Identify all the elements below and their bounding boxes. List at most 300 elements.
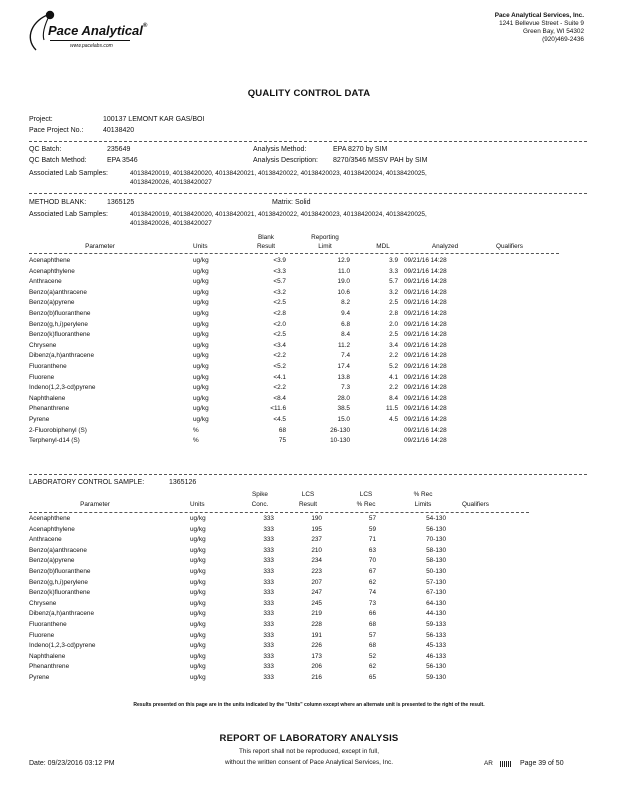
cell-spike-conc: 333 (263, 578, 274, 586)
cell-rec-limits: 70-130 (426, 536, 446, 544)
cell-units: ug/kg (190, 568, 206, 575)
cell-mdl: 2.8 (389, 310, 398, 317)
cell-parameter: Pyrene (29, 416, 50, 423)
cell-units: ug/kg (193, 394, 209, 402)
table-row (0, 288, 618, 299)
cell-units: ug/kg (190, 599, 206, 607)
table-row (0, 256, 618, 267)
table-row (0, 362, 618, 373)
cell-lcs-rec: 73 (368, 599, 376, 607)
cell-reporting-limit: 28.0 (337, 394, 350, 402)
cell-blank-result: <11.6 (270, 405, 286, 413)
cell-rec-limits: 56-133 (426, 631, 446, 639)
cell-parameter: Benzo(a)anthracene (29, 546, 87, 554)
table-row (0, 320, 618, 331)
cell-analyzed: 09/21/16 14:28 (404, 320, 447, 328)
cell-analyzed: 09/21/16 14:28 (404, 331, 447, 339)
cell-parameter: Phenanthrene (29, 663, 70, 671)
lcs-header-parameter: Parameter (80, 501, 110, 508)
lcs-value: 1365126 (169, 479, 197, 486)
cell-lcs-result: 206 (311, 663, 322, 671)
cell-analyzed: 09/21/16 14:28 (404, 267, 447, 275)
cell-rec-limits: 46-133 (426, 652, 446, 660)
table-row (0, 652, 618, 663)
cell-parameter: Fluoranthene (29, 363, 67, 370)
cell-analyzed: 09/21/16 14:28 (404, 437, 447, 445)
logo-underline (50, 40, 130, 41)
cell-rec-limits: 64-130 (426, 599, 446, 607)
barcode-icon (500, 761, 512, 767)
cell-lcs-rec: 74 (368, 589, 376, 597)
cell-units: ug/kg (190, 536, 206, 544)
blank-assoc-label: Associated Lab Samples: (29, 211, 108, 218)
cell-parameter: Benzo(g,h,i)perylene (29, 320, 88, 328)
cell-blank-result: <2.0 (273, 320, 286, 328)
cell-reporting-limit: 38.5 (337, 405, 350, 413)
cell-mdl: 5.7 (389, 278, 398, 286)
divider (29, 141, 587, 142)
cell-parameter: Fluorene (29, 631, 55, 639)
cell-units: ug/kg (190, 525, 206, 533)
cell-units: ug/kg (190, 546, 206, 554)
cell-rec-limits: 59-130 (426, 674, 446, 681)
lcs-header-spike-1: Spike (252, 491, 268, 498)
cell-lcs-result: 237 (311, 536, 322, 544)
cell-parameter: Anthracene (29, 278, 62, 286)
cell-parameter: Indeno(1,2,3-cd)pyrene (29, 384, 96, 392)
cell-parameter: Chrysene (29, 341, 57, 349)
lcs-header-limits-2: Limits (414, 501, 432, 508)
cell-units: % (193, 437, 199, 445)
table-row (0, 298, 618, 309)
cell-spike-conc: 333 (263, 589, 274, 597)
cell-parameter: Naphthalene (29, 652, 66, 660)
cell-spike-conc: 333 (263, 557, 274, 565)
cell-mdl: 4.5 (389, 416, 398, 423)
cell-units: ug/kg (193, 257, 209, 264)
lcs-header-rec-2: % Rec (356, 501, 376, 508)
cell-reporting-limit: 8.4 (341, 331, 350, 339)
cell-units: ug/kg (190, 642, 206, 650)
cell-mdl: 3.4 (389, 341, 398, 349)
cell-reporting-limit: 6.8 (341, 320, 350, 328)
cell-units: ug/kg (193, 352, 209, 360)
table-row (0, 277, 618, 288)
cell-lcs-rec: 66 (368, 610, 376, 618)
cell-lcs-rec: 71 (368, 536, 376, 544)
project-number-value: 40138420 (103, 127, 135, 134)
cell-spike-conc: 333 (263, 652, 274, 660)
cell-units: ug/kg (193, 288, 209, 296)
cell-parameter: Chrysene (29, 599, 57, 607)
cell-blank-result: 75 (278, 437, 286, 445)
cell-lcs-result: 216 (311, 674, 322, 681)
cell-mdl: 8.4 (389, 394, 398, 402)
analysis-desc-value: 8270/3546 MSSV PAH by SIM (333, 157, 428, 164)
divider (29, 193, 587, 194)
blank-header-limit-2: Limit (318, 243, 332, 250)
table-row (0, 641, 618, 652)
table-row (0, 588, 618, 599)
cell-spike-conc: 333 (263, 546, 274, 554)
cell-blank-result: 68 (278, 426, 286, 434)
cell-units: ug/kg (190, 515, 206, 522)
cell-units: ug/kg (193, 405, 209, 413)
cell-units: ug/kg (190, 663, 206, 671)
cell-parameter: Dibenz(a,h)anthracene (29, 352, 95, 360)
blank-header-mdl: MDL (376, 243, 390, 250)
table-row (0, 535, 618, 546)
cell-reporting-limit: 7.4 (341, 352, 350, 360)
table-row (0, 341, 618, 352)
blank-header-qualifiers: Qualifiers (496, 243, 523, 250)
table-row (0, 404, 618, 415)
cell-lcs-result: 207 (311, 578, 322, 586)
cell-parameter: Anthracene (29, 536, 62, 544)
cell-parameter: Benzo(k)fluoranthene (29, 589, 91, 597)
cell-lcs-result: 219 (311, 610, 322, 618)
table-row (0, 415, 618, 426)
cell-units: ug/kg (193, 299, 209, 307)
blank-header-limit-1: Reporting (311, 234, 339, 241)
cell-spike-conc: 333 (263, 674, 274, 681)
blank-header-result-1: Blank (258, 234, 274, 241)
qc-method-value: EPA 3546 (107, 157, 138, 164)
cell-lcs-result: 210 (311, 546, 322, 554)
cell-mdl: 2.5 (389, 299, 398, 307)
cell-units: ug/kg (193, 373, 209, 381)
cell-parameter: Acenaphthene (29, 515, 71, 522)
cell-blank-result: <2.2 (273, 384, 286, 392)
cell-lcs-rec: 68 (368, 642, 376, 650)
company-city: Green Bay, WI 54302 (523, 28, 584, 35)
cell-lcs-rec: 67 (368, 568, 376, 575)
cell-parameter: Benzo(b)fluoranthene (29, 310, 91, 317)
cell-parameter: Dibenz(a,h)anthracene (29, 610, 95, 618)
cell-analyzed: 09/21/16 14:28 (404, 405, 447, 413)
cell-analyzed: 09/21/16 14:28 (404, 384, 447, 392)
table-row (0, 373, 618, 384)
blank-header-result-2: Result (256, 243, 276, 250)
cell-mdl: 2.0 (389, 320, 398, 328)
lcs-header-spike-2: Conc. (251, 501, 269, 508)
cell-reporting-limit: 11.0 (338, 267, 350, 275)
table-row (0, 662, 618, 673)
cell-parameter: Benzo(g,h,i)perylene (29, 578, 88, 586)
cell-blank-result: <3.3 (273, 267, 286, 275)
table-row (0, 426, 618, 437)
cell-rec-limits: 58-130 (426, 557, 446, 565)
footnote: Results presented on this page are in the units indicated by the "Units" column except where an alternate unit is presented to the right of the result. (133, 702, 485, 708)
company-street: 1241 Bellevue Street - Suite 9 (499, 20, 584, 27)
cell-units: % (193, 426, 199, 434)
company-phone: (920)469-2436 (542, 36, 584, 43)
cell-parameter: Fluoranthene (29, 621, 67, 628)
cell-lcs-rec: 52 (368, 652, 376, 660)
cell-parameter: Fluorene (29, 373, 55, 381)
qc-method-label: QC Batch Method: (29, 157, 87, 164)
cell-blank-result: <5.7 (273, 278, 286, 286)
cell-analyzed: 09/21/16 14:28 (404, 288, 447, 296)
table-row (0, 394, 618, 405)
table-row (0, 514, 618, 525)
cell-mdl: 3.2 (389, 288, 398, 296)
cell-mdl: 5.2 (389, 363, 398, 370)
cell-reporting-limit: 15.0 (337, 416, 350, 423)
logo-url: www.pacelabs.com (70, 43, 113, 49)
cell-parameter: Benzo(b)fluoranthene (29, 568, 91, 575)
company-name: Pace Analytical Services, Inc. (494, 12, 584, 19)
cell-blank-result: <4.1 (273, 373, 286, 381)
table-row (0, 578, 618, 589)
cell-lcs-rec: 62 (368, 663, 376, 671)
cell-mdl: 11.5 (386, 405, 398, 413)
logo-name: Pace Analytical® (48, 23, 148, 38)
cell-reporting-limit: 13.8 (337, 373, 350, 381)
cell-analyzed: 09/21/16 14:28 (404, 394, 447, 402)
cell-blank-result: <3.9 (273, 257, 286, 264)
cell-analyzed: 09/21/16 14:28 (404, 373, 447, 381)
cell-reporting-limit: 12.9 (337, 257, 350, 264)
cell-parameter: Acenaphthylene (29, 267, 75, 275)
cell-spike-conc: 333 (263, 536, 274, 544)
cell-reporting-limit: 17.4 (337, 363, 350, 370)
blank-assoc-value-1: 40138420019, 40138420020, 40138420021, 40138420022, 40138420023, 40138420024, 40138420025, (130, 211, 427, 218)
cell-lcs-rec: 68 (368, 621, 376, 628)
cell-blank-result: <8.4 (273, 394, 286, 402)
cell-lcs-result: 223 (311, 568, 322, 575)
method-blank-value: 1365125 (107, 199, 135, 206)
cell-analyzed: 09/21/16 14:28 (404, 352, 447, 360)
lcs-header-units: Units (190, 501, 205, 508)
cell-mdl: 4.1 (389, 373, 398, 381)
cell-lcs-rec: 65 (368, 674, 376, 681)
cell-units: ug/kg (190, 589, 206, 597)
cell-lcs-rec: 62 (368, 578, 376, 586)
cell-mdl: 2.2 (389, 384, 398, 392)
cell-blank-result: <2.2 (273, 352, 286, 360)
cell-rec-limits: 57-130 (426, 578, 446, 586)
table-row (0, 673, 618, 684)
method-blank-label: METHOD BLANK: (29, 199, 87, 206)
lcs-header-limits-1: % Rec (413, 491, 433, 498)
cell-units: ug/kg (193, 331, 209, 339)
cell-units: ug/kg (193, 267, 209, 275)
blank-assoc-value-2: 40138420026, 40138420027 (130, 220, 212, 227)
cell-units: ug/kg (193, 320, 209, 328)
cell-units: ug/kg (193, 278, 209, 286)
cell-parameter: Phenanthrene (29, 405, 70, 413)
page-title: QUALITY CONTROL DATA (247, 88, 371, 99)
cell-spike-conc: 333 (263, 621, 274, 628)
cell-rec-limits: 45-133 (426, 642, 446, 650)
cell-parameter: Acenaphthylene (29, 525, 75, 533)
cell-lcs-rec: 63 (368, 546, 376, 554)
lcs-header-qualifiers: Qualifiers (462, 501, 489, 508)
divider (29, 474, 587, 475)
cell-parameter: Acenaphthene (29, 257, 71, 264)
cell-units: ug/kg (193, 341, 209, 349)
table-row (0, 567, 618, 578)
cell-lcs-rec: 59 (368, 525, 376, 533)
qc-batch-label: QC Batch: (29, 146, 62, 153)
cell-analyzed: 09/21/16 14:28 (404, 416, 447, 423)
cell-rec-limits: 56-130 (426, 525, 446, 533)
cell-blank-result: <2.5 (273, 331, 286, 339)
footer-page: Page 39 of 50 (520, 760, 564, 767)
cell-analyzed: 09/21/16 14:28 (404, 278, 447, 286)
cell-spike-conc: 333 (263, 568, 274, 575)
cell-parameter: Indeno(1,2,3-cd)pyrene (29, 642, 96, 650)
cell-mdl: 3.3 (389, 267, 398, 275)
cell-units: ug/kg (190, 652, 206, 660)
cell-blank-result: <5.2 (273, 363, 286, 370)
cell-parameter: Benzo(a)anthracene (29, 288, 87, 296)
cell-lcs-result: 195 (311, 525, 322, 533)
cell-rec-limits: 50-130 (426, 568, 446, 575)
cell-reporting-limit: 19.0 (337, 278, 350, 286)
qc-assoc-value-1: 40138420019, 40138420020, 40138420021, 40138420022, 40138420023, 40138420024, 40138420025, (130, 170, 427, 177)
cell-lcs-result: 191 (311, 631, 322, 639)
cell-parameter: Benzo(k)fluoranthene (29, 331, 91, 339)
lcs-header-result-2: Result (298, 501, 318, 508)
table-row (0, 599, 618, 610)
cell-units: ug/kg (190, 578, 206, 586)
lcs-header-rec-1: LCS (359, 491, 373, 498)
cell-lcs-result: 234 (311, 557, 322, 565)
cell-spike-conc: 333 (263, 525, 274, 533)
matrix-label: Matrix: Solid (272, 199, 311, 206)
cell-reporting-limit: 26-130 (330, 426, 350, 434)
table-row (0, 620, 618, 631)
cell-spike-conc: 333 (263, 663, 274, 671)
cell-rec-limits: 67-130 (426, 589, 446, 597)
blank-header-units: Units (193, 243, 208, 250)
cell-parameter: 2-Fluorobiphenyl (S) (29, 426, 87, 434)
cell-units: ug/kg (190, 621, 206, 628)
analysis-method-value: EPA 8270 by SIM (333, 146, 388, 153)
table-row (0, 383, 618, 394)
cell-analyzed: 09/21/16 14:28 (404, 341, 447, 349)
cell-rec-limits: 54-130 (426, 515, 446, 522)
cell-mdl: 2.5 (389, 331, 398, 339)
qc-assoc-value-2: 40138420026, 40138420027 (130, 179, 212, 186)
report-title: REPORT OF LABORATORY ANALYSIS (219, 733, 399, 744)
header-rule (29, 512, 529, 513)
table-row (0, 309, 618, 320)
cell-rec-limits: 58-130 (426, 546, 446, 554)
cell-units: ug/kg (193, 363, 209, 370)
table-row (0, 631, 618, 642)
cell-analyzed: 09/21/16 14:28 (404, 257, 447, 264)
cell-reporting-limit: 9.4 (341, 310, 350, 317)
table-row (0, 525, 618, 536)
cell-lcs-rec: 57 (368, 631, 376, 639)
cell-units: ug/kg (190, 674, 206, 681)
blank-header-analyzed: Analyzed (431, 243, 459, 250)
cell-lcs-rec: 70 (368, 557, 376, 565)
cell-lcs-rec: 57 (368, 515, 376, 522)
table-row (0, 609, 618, 620)
footer-line-1: This report shall not be reproduced, except in full, (239, 748, 379, 755)
cell-mdl: 2.2 (389, 352, 398, 360)
cell-spike-conc: 333 (263, 599, 274, 607)
cell-spike-conc: 333 (263, 631, 274, 639)
cell-spike-conc: 333 (263, 515, 274, 522)
project-label: Project: (29, 116, 53, 123)
cell-units: ug/kg (193, 310, 209, 317)
cell-lcs-result: 228 (311, 621, 322, 628)
cell-blank-result: <3.4 (273, 341, 286, 349)
cell-analyzed: 09/21/16 14:28 (404, 310, 447, 317)
cell-parameter: Naphthalene (29, 394, 66, 402)
table-row (0, 330, 618, 341)
analysis-method-label: Analysis Method: (253, 146, 307, 153)
cell-blank-result: <3.2 (273, 288, 286, 296)
cell-rec-limits: 44-130 (426, 610, 446, 618)
table-row (0, 267, 618, 278)
cell-reporting-limit: 11.2 (338, 341, 350, 349)
cell-lcs-result: 247 (311, 589, 322, 597)
cell-parameter: Terphenyl-d14 (S) (29, 437, 80, 445)
cell-parameter: Benzo(a)pyrene (29, 299, 75, 307)
cell-lcs-result: 226 (311, 642, 322, 650)
lcs-label: LABORATORY CONTROL SAMPLE: (29, 479, 145, 486)
cell-lcs-result: 245 (311, 599, 322, 607)
project-number-label: Pace Project No.: (29, 127, 84, 134)
cell-mdl: 3.9 (389, 257, 398, 264)
cell-blank-result: <4.5 (273, 416, 286, 423)
cell-spike-conc: 333 (263, 642, 274, 650)
header-rule (29, 253, 559, 254)
cell-analyzed: 09/21/16 14:28 (404, 426, 447, 434)
footer-line-2: without the written consent of Pace Analytical Services, Inc. (224, 759, 394, 766)
company-address (495, 12, 584, 44)
cell-spike-conc: 333 (263, 610, 274, 618)
table-row (0, 436, 618, 447)
table-row (0, 546, 618, 557)
footer-initials: AR (484, 760, 493, 767)
cell-reporting-limit: 10.6 (337, 288, 350, 296)
cell-analyzed: 09/21/16 14:28 (404, 363, 447, 370)
cell-analyzed: 09/21/16 14:28 (404, 299, 447, 307)
cell-blank-result: <2.8 (273, 310, 286, 317)
cell-rec-limits: 56-130 (426, 663, 446, 671)
cell-blank-result: <2.5 (273, 299, 286, 307)
qc-batch-value: 235649 (107, 146, 131, 153)
blank-header-parameter: Parameter (85, 243, 115, 250)
project-value: 100137 LEMONT KAR GAS/BOI (103, 116, 205, 123)
table-row (0, 351, 618, 362)
cell-reporting-limit: 7.3 (341, 384, 350, 392)
cell-parameter: Benzo(a)pyrene (29, 557, 75, 565)
cell-units: ug/kg (190, 557, 206, 565)
cell-units: ug/kg (193, 416, 209, 423)
cell-lcs-result: 190 (311, 515, 322, 522)
cell-reporting-limit: 10-130 (330, 437, 350, 445)
cell-lcs-result: 173 (311, 652, 322, 660)
cell-rec-limits: 59-133 (426, 621, 446, 628)
qc-assoc-label: Associated Lab Samples: (29, 170, 108, 177)
analysis-desc-label: Analysis Description: (253, 157, 318, 164)
cell-parameter: Pyrene (29, 674, 50, 681)
lcs-header-result-1: LCS (301, 491, 315, 498)
cell-units: ug/kg (190, 631, 206, 639)
cell-units: ug/kg (193, 384, 209, 392)
table-row (0, 556, 618, 567)
footer-date: Date: 09/23/2016 03:12 PM (29, 760, 115, 767)
cell-reporting-limit: 8.2 (341, 299, 350, 307)
